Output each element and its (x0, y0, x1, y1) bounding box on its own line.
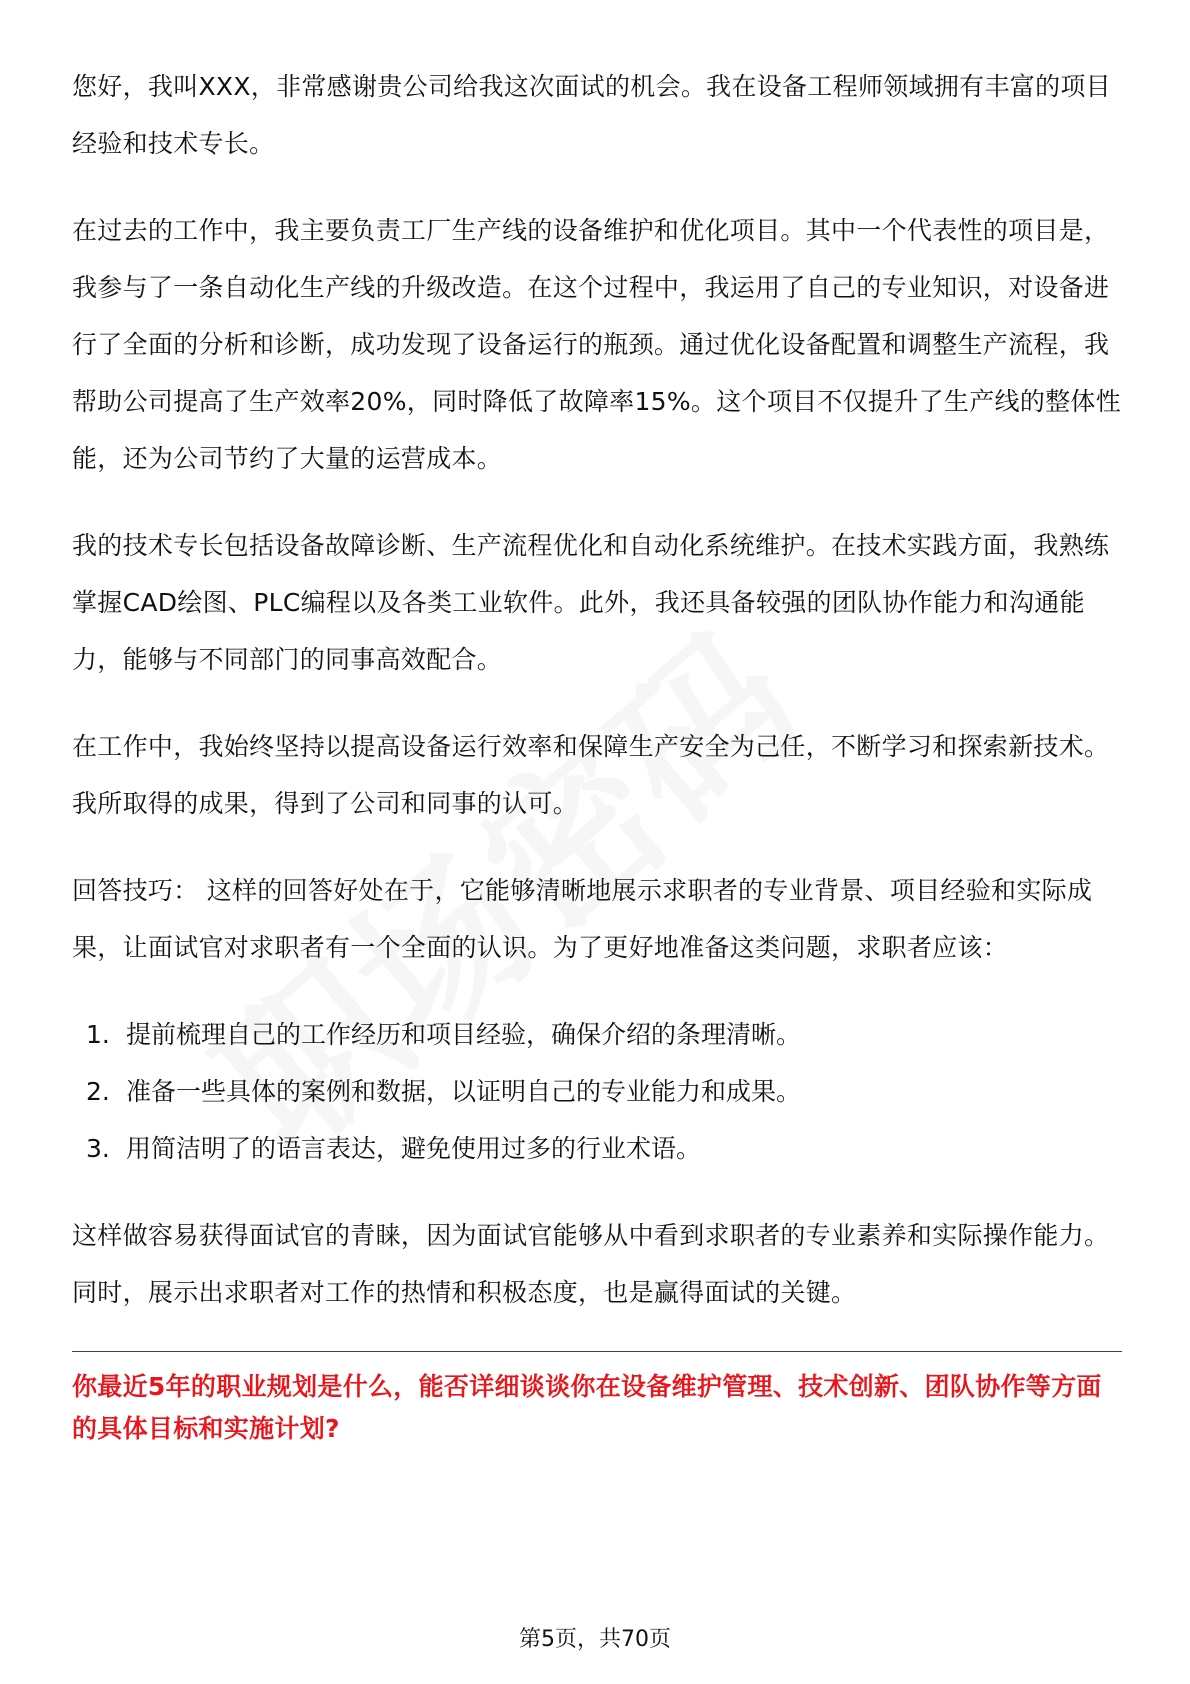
skills-paragraph: 我的技术专长包括设备故障诊断、生产流程优化和自动化系统维护。在技术实践方面，我熟练掌握CAD绘图、PLC编程以及各类工业软件。此外，我还具备较强的团队协作能力和沟通能力，能够与不同部门的同事高效配合。 (72, 531, 1110, 674)
list-item-text: 提前梳理自己的工作经历和项目经验，确保介绍的条理清晰。 (126, 1020, 802, 1049)
list-item-text: 用简洁明了的语言表达，避免使用过多的行业术语。 (126, 1134, 702, 1163)
tips-list (72, 1006, 1122, 1177)
intro-paragraph: 您好，我叫XXX，非常感谢贵公司给我这次面试的机会。我在设备工程师领域拥有丰富的项目经验和技术专长。 (72, 72, 1111, 158)
list-item (72, 1120, 1122, 1177)
list-item-number: 3. (86, 1134, 110, 1163)
list-item-text: 准备一些具体的案例和数据，以证明自己的专业能力和成果。 (126, 1077, 802, 1106)
section-divider (72, 1351, 1122, 1352)
list-item-number: 1. (86, 1020, 110, 1049)
list-item (72, 1006, 1122, 1063)
experience-paragraph: 在过去的工作中，我主要负责工厂生产线的设备维护和优化项目。其中一个代表性的项目是，我参与了一条自动化生产线的升级改造。在这个过程中，我运用了自己的专业知识，对设备进行了全面的分析和诊断，成功发现了设备运行的瓶颈。通过优化设备配置和调整生产流程，我帮助公司提高了生产效率20%，同时降低了故障率15%。这个项目不仅提升了生产线的整体性能，还为公司节约了大量的运营成本。 (72, 216, 1122, 473)
tips-intro-paragraph: 回答技巧： 这样的回答好处在于，它能够清晰地展示求职者的专业背景、项目经验和实际成果，让面试官对求职者有一个全面的认识。为了更好地准备这类问题，求职者应该： (72, 876, 1093, 962)
next-question-heading: 你最近5年的职业规划是什么，能否详细谈谈你在设备维护管理、技术创新、团队协作等方面的具体目标和实施计划? (72, 1372, 1102, 1443)
closing-paragraph: 这样做容易获得面试官的青睐，因为面试官能够从中看到求职者的专业素养和实际操作能力。同时，展示出求职者对工作的热情和积极态度，也是赢得面试的关键。 (72, 1221, 1110, 1307)
list-item-number: 2. (86, 1077, 110, 1106)
document-page (72, 58, 1122, 1450)
attitude-paragraph: 在工作中，我始终坚持以提高设备运行效率和保障生产安全为己任，不断学习和探索新技术。我所取得的成果，得到了公司和同事的认可。 (72, 732, 1110, 818)
list-item (72, 1063, 1122, 1120)
page-footer: 第5页，共70页 (519, 1627, 671, 1652)
